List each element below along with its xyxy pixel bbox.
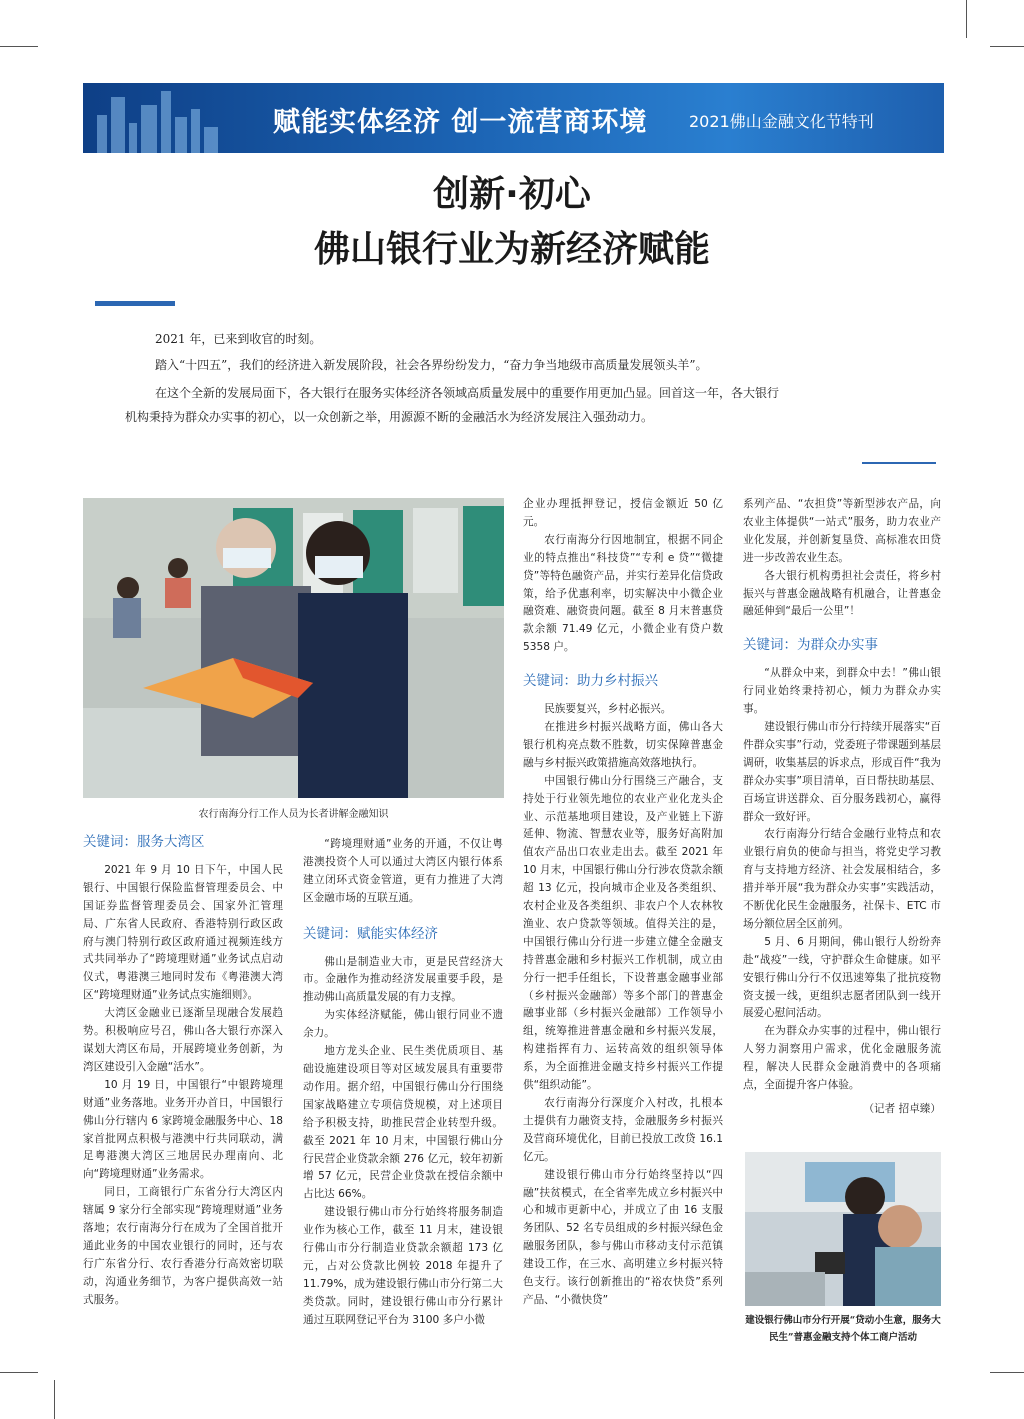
crop-mark xyxy=(0,1372,38,1373)
crop-mark xyxy=(0,46,38,47)
photo-caption: 农行南海分行工作人员为长者讲解金融知识 xyxy=(198,809,389,820)
photo-bank-staff-elderly xyxy=(83,498,504,798)
page-number: T04 xyxy=(959,105,999,129)
paragraph: 佛山是制造业大市，更是民营经济大市。金融作为推动经济发展重要手段，是推动佛山高质量发展的有力支撑。 xyxy=(303,955,503,1004)
paragraph: 在推进乡村振兴战略方面，佛山各大银行机构亮点数不胜数，切实保障普惠金融与乡村振兴政策措施高效落地执行。 xyxy=(523,720,723,769)
section-heading: 关键词：助力乡村振兴 xyxy=(523,673,658,690)
paragraph: 同日，工商银行广东省分行大湾区内辖属 9 家分行全部实现“跨境理财通”业务落地；农行南海分行在成为了全国首批开通此业务的中国农业银行的同时，还与农行广东省分行、农行香港分行高效密切联动，沟通业务细节，为客户提供高效一站式服务。 xyxy=(83,1186,283,1306)
paragraph: 农行南海分行深度介入村改，扎根本土提供有力融资支持，金融服务乡村振兴及营商环境优化，目前已投放工改贷 16.1 亿元。 xyxy=(523,1097,723,1163)
lead-paragraph: 踏入“十四五”，我们的经济进入新发展阶段，社会各界纷纷发力，“奋力争当地级市高质量发展领头羊”。 xyxy=(155,358,708,372)
page-banner xyxy=(83,83,999,153)
paragraph: “从群众中来，到群众中去！”佛山银行同业始终秉持初心，倾力为群众办实事。 xyxy=(743,667,941,716)
photo-bank-service-activity xyxy=(745,1152,941,1306)
banner-subtitle: 2021佛山金融文化节特刊 xyxy=(689,112,874,131)
crop-mark xyxy=(54,1380,55,1419)
photo-illustration xyxy=(83,498,504,798)
lead-paragraph: 2021 年，已来到收官的时刻。 xyxy=(155,332,322,346)
photo-illustration xyxy=(745,1152,941,1306)
decorative-rule xyxy=(95,301,175,306)
paragraph: 大湾区金融业已逐渐呈现融合发展趋势。积极响应号召，佛山各大银行亦深入谋划大湾区布局，开展跨境业务创新，为湾区建设引入金融“活水”。 xyxy=(83,1007,283,1073)
paragraph: 为实体经济赋能，佛山银行同业不遗余力。 xyxy=(303,1009,503,1040)
article-column-1 xyxy=(83,828,283,1310)
paragraph: 建设银行佛山市分行始终坚持以“四融”扶贫模式，在全省率先成立乡村振兴中心和城市更新中心，并成立了由 16 支服务团队、52 名专员组成的乡村振兴绿色金融服务团队，参与佛山市移动支付示范镇建设工作，在三水、高明建立乡村振兴特色支行。该行创新推出的“裕农快贷”系列产品、“小微快贷” xyxy=(523,1168,723,1306)
section-heading: 关键词：服务大湾区 xyxy=(83,834,205,850)
photo-caption: 建设银行佛山市分行开展“贷动小生意，服务大民生”普惠金融支持个体工商户活动 xyxy=(745,1315,941,1343)
paragraph: 在为群众办实事的过程中，佛山银行人努力洞察用户需求，优化金融服务流程，解决人民群众金融消费中的各项痛点，全面提升客户体验。 xyxy=(743,1025,941,1092)
paragraph: 2021 年 9 月 10 日下午，中国人民银行、中国银行保险监督管理委员会、中国证券监督管理委员会、国家外汇管理局、广东省人民政府、香港特别行政区政府与澳门特别行政区政府通过视频连线方式共同举办了“跨境理财通”业务试点启动仪式，粤港澳三地同时发布《粤港澳大湾区“跨境理财通”业务试点实施细则》。 xyxy=(83,863,283,1002)
article-column-3 xyxy=(523,496,723,1310)
headline-line-2: 佛山银行业为新经济赋能 xyxy=(313,229,710,270)
article-column-4 xyxy=(743,496,941,1119)
banner-title: 赋能实体经济 创一流营商环境 xyxy=(273,107,648,138)
decorative-rule xyxy=(862,462,936,464)
crop-mark xyxy=(990,46,1024,47)
paragraph: 农行南海分行因地制宜，根据不同企业的特点推出“科技贷”“专利 e 贷”“微捷贷”等特色融资产品，并实行差异化信贷政策，给予优惠利率，切实解决中小微企业融资难、融资贵问题。截至 8 月末普惠贷款余额 71.49 亿元，小微企业有贷户数 5358 户。 xyxy=(523,533,723,654)
paragraph: 系列产品、“农担贷”等新型涉农产品，向农业主体提供“一站式”服务，助力农业产业化发展，并创新复垦贷、高标准农田贷进一步改善农业生态。 xyxy=(743,498,941,564)
paragraph: 民族要复兴，乡村必振兴。 xyxy=(544,703,672,716)
skyline-graphic xyxy=(83,83,233,153)
paragraph: 5 月、6 月期间，佛山银行人纷纷奔赴“战疫”一线，守护群众生命健康。如平安银行佛山分行不仅迅速筹集了批抗疫物资支援一线，更组织志愿者团队到一线开展爱心慰问活动。 xyxy=(743,935,941,1020)
article-column-2 xyxy=(303,836,503,1330)
paragraph: 建设银行佛山市分行持续开展落实“百件群众实事”行动，党委班子带课题到基层调研，收集基层的诉求点，形成百件“我为群众办实事”项目清单，百日帮扶助基层、百场宣讲送群众、百分服务践初心，赢得群众一致好评。 xyxy=(743,720,941,823)
paragraph: 建设银行佛山市分行始终将服务制造业作为核心工作，截至 11 月末，建设银行佛山市分行制造业贷款余额超 173 亿元，占对公贷款比例较 2018 年提升了 11.79%，成为建设银行佛山市分行第二大类贷款。同时，建设银行佛山市分行累计通过互联网登记平台为 3100 多户小微 xyxy=(303,1206,503,1326)
section-heading: 关键词：为群众办实事 xyxy=(743,637,878,654)
paragraph: “跨境理财通”业务的开通，不仅让粤港澳投资个人可以通过大湾区内银行体系建立闭环式资金管道，更有力推进了大湾区金融市场的互联互通。 xyxy=(303,838,503,904)
lead-paragraph: 机构秉持为群众办实事的初心，以一众创新之举，用源源不断的金融活水为经济发展注入强劲动力。 xyxy=(125,410,654,424)
crop-mark xyxy=(990,1372,1024,1373)
lead-paragraph: 在这个全新的发展局面下，各大银行在服务实体经济各领域高质量发展中的重要作用更加凸显。回首这一年，各大银行 xyxy=(155,386,780,400)
paragraph: 10 月 19 日，中国银行“中银跨境理财通”业务落地。业务开办首日，中国银行佛山分行辖内 6 家跨境金融服务中心、18 家首批网点积极与港澳中行共同联动，满足粤港澳大湾区三地居民办理南向、北向“跨境理财通”业务需求。 xyxy=(83,1078,283,1181)
paragraph: 农行南海分行结合金融行业特点和农业银行肩负的使命与担当，将党史学习教育与支持地方经济、社会发展相结合，多措并举开展“我为群众办实事”实践活动，不断优化民生金融服务，社保卡、ETC 市场分额位居全区前列。 xyxy=(743,828,941,930)
paragraph: 企业办理抵押登记，授信金额近 50 亿元。 xyxy=(523,498,723,528)
section-heading: 关键词：赋能实体经济 xyxy=(303,925,438,942)
crop-mark xyxy=(966,0,967,38)
paragraph: 各大银行机构勇担社会责任，将乡村振兴与普惠金融战略有机融合，让普惠金融延伸到“最后一公里”！ xyxy=(743,569,941,618)
reporter-signature: （记者 招卓臻） xyxy=(863,1103,941,1115)
paragraph: 中国银行佛山分行围绕三产融合，支持处于行业领先地位的农业产业化龙头企业、示范基地项目建设，及产业链上下游延伸、物流、智慧农业等，服务好高附加值农产品出口农业走出去。截至 2021 年 10 月末，中国银行佛山分行涉农贷款余额超 13 亿元，投向城市企业及各类组织、农村企业及各类组织、非农户个人农林牧渔业、农户贷款等领域。值得关注的是，中国银行佛山分行进一步建立健全金融支持普惠金融和乡村振兴工作机制，成立由分行一把手任组长，下设普惠金融事业部（乡村振兴金融部）等多个部门的普惠金融事业部（乡村振兴金融部）工作领导小组，统筹推进普惠金融和乡村振兴发展，构建指挥有力、运转高效的组织领导体系，为全面推进金融支持乡村振兴工作提供“组织动能”。 xyxy=(523,774,723,1092)
headline-line-1: 创新·初心 xyxy=(433,174,591,215)
paragraph: 地方龙头企业、民生类优质项目、基础设施建设项目等对区域发展具有重要带动作用。据介绍，中国银行佛山分行围绕国家战略建立专项信贷规模，对上述项目给予积极支持，助推民营企业转型升级。截至 2021 年 10 月末，中国银行佛山分行民营企业贷款余额 276 亿元，较年初新增 57 亿元，民营企业贷款在授信余额中占比达 66%。 xyxy=(303,1045,503,1201)
